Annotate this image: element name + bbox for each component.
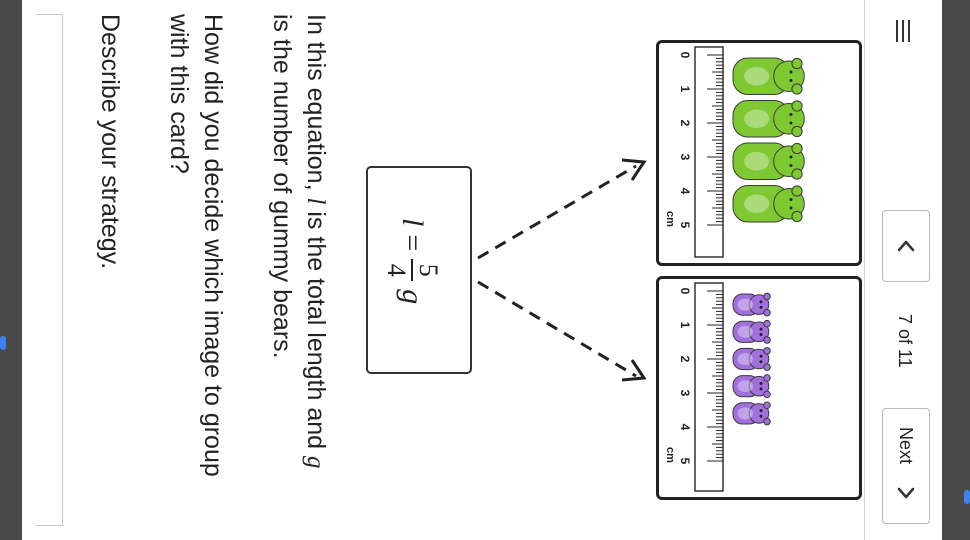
gummy-bear	[733, 58, 804, 95]
gummy-bear	[733, 143, 804, 180]
tick-label: 5	[678, 457, 692, 465]
tick-label: 2	[678, 355, 692, 363]
image-card-green[interactable]	[656, 40, 862, 266]
right-frame	[942, 0, 970, 540]
next-button[interactable]	[882, 408, 930, 524]
gummy-bear	[733, 375, 770, 398]
tick-label: 4	[678, 423, 692, 431]
page-counter: 7 of 11	[895, 314, 915, 368]
scroll-marker-right	[964, 490, 970, 504]
tick-label: 5	[678, 221, 692, 229]
gummy-bear	[733, 348, 770, 371]
question-line-1: How did you decide which image to group	[199, 14, 227, 477]
response-input[interactable]	[36, 14, 63, 526]
gummy-bear	[733, 402, 770, 425]
prompt-line-1: In this equation, l is the total length and g	[302, 14, 330, 469]
hamburger-icon[interactable]	[892, 18, 916, 44]
unit-label: cm	[664, 447, 676, 463]
chevron-left-icon	[883, 211, 929, 281]
tick-label: 1	[678, 321, 692, 329]
ruler-body	[695, 283, 723, 491]
prev-button[interactable]	[882, 210, 930, 282]
tick-label: 1	[678, 85, 692, 93]
chevron-right-icon	[883, 409, 929, 523]
unit-label: cm	[664, 211, 676, 227]
equation: l = 5 4 g	[382, 218, 443, 305]
gummy-bear	[733, 320, 770, 343]
prompt-line-2: is the number of gummy bears.	[268, 14, 296, 359]
tick-label: 4	[678, 187, 692, 195]
scroll-marker-left	[0, 336, 6, 350]
tick-label: 3	[678, 153, 692, 161]
gummy-bear	[733, 293, 770, 316]
tick-label: 3	[678, 389, 692, 397]
var-l: l	[302, 197, 329, 205]
fraction: 5 4	[383, 259, 441, 281]
tick-label: 2	[678, 119, 692, 127]
tick-label: 0	[678, 287, 692, 295]
ruler-purple	[659, 279, 859, 497]
tick-label: 0	[678, 51, 692, 59]
question-line-2: with this card?	[165, 14, 193, 174]
ruler-green	[659, 43, 859, 263]
gummy-bear	[733, 186, 804, 223]
next-label: Next	[896, 427, 916, 465]
question-line-3: Describe your strategy.	[96, 14, 124, 270]
var-g: g	[302, 455, 329, 469]
image-card-purple[interactable]	[656, 276, 862, 500]
gummy-bear	[733, 101, 804, 138]
equation-card	[366, 166, 472, 374]
